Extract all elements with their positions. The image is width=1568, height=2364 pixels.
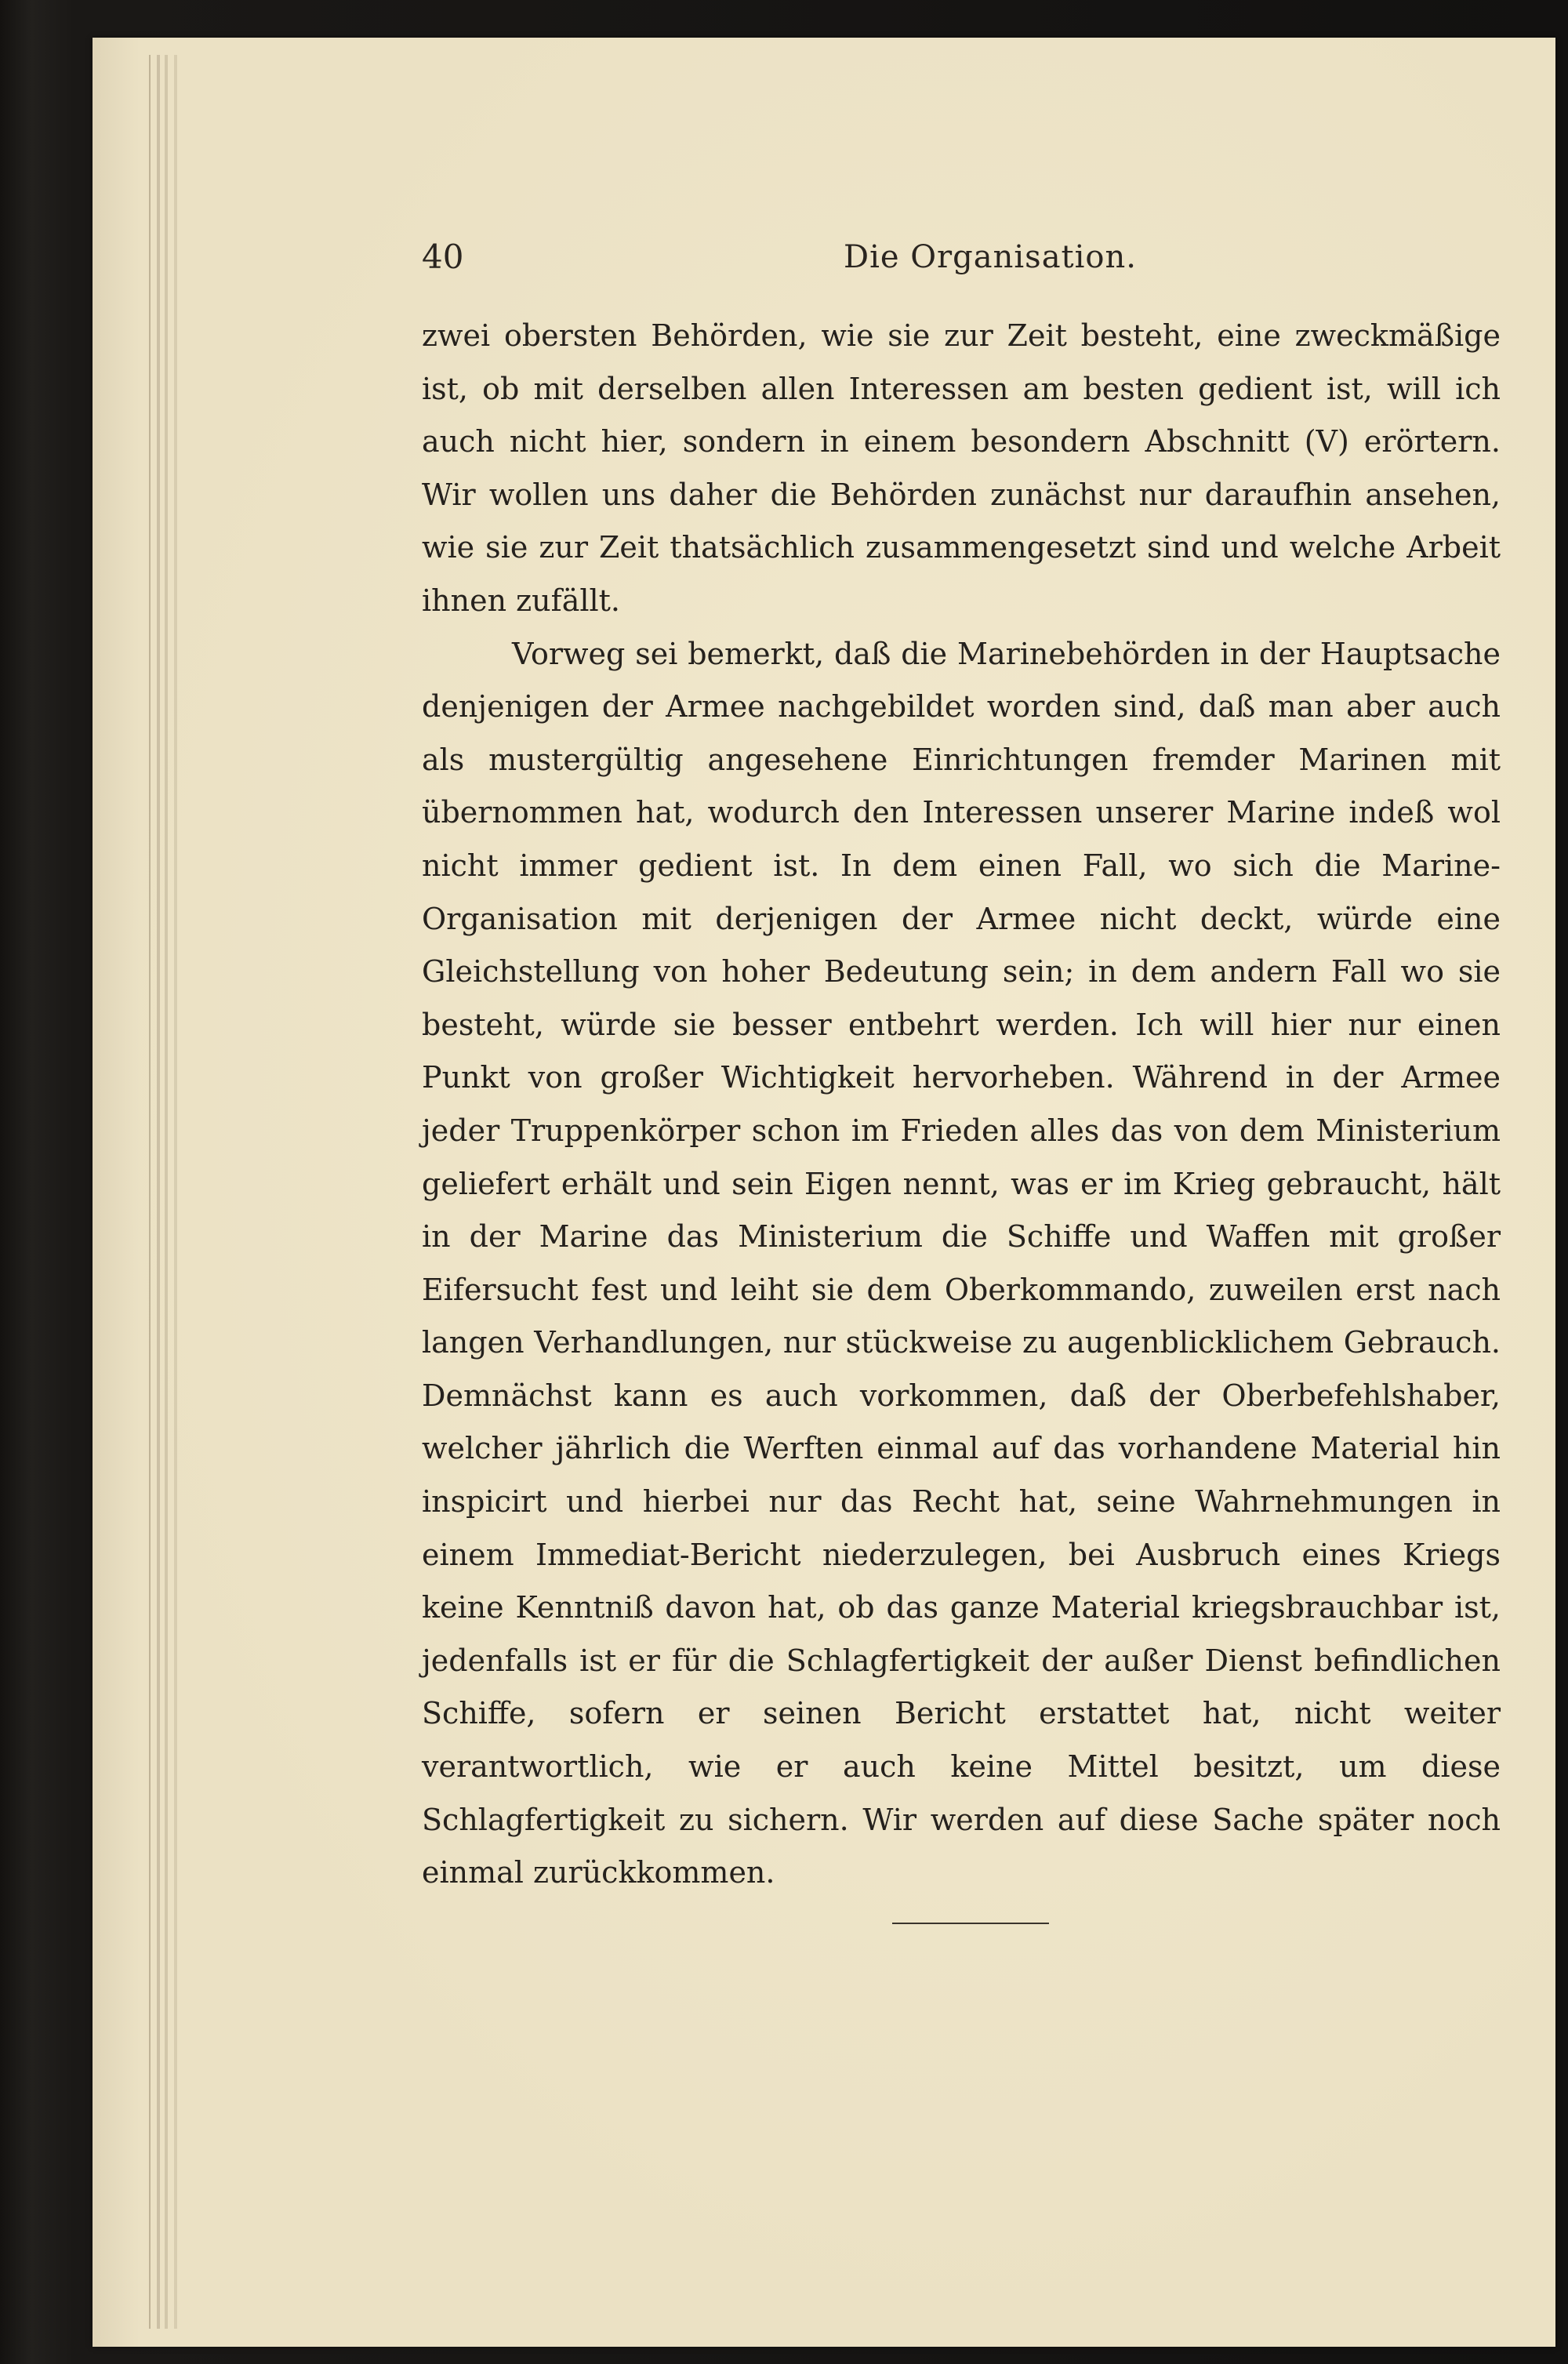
- page-edges: [149, 55, 152, 2329]
- body-text: [422, 310, 1501, 1900]
- page-number: 40: [422, 238, 464, 276]
- running-head: Die Organisation.: [844, 239, 1137, 275]
- page-header: [422, 234, 1501, 281]
- section-end-rule: [892, 1923, 1049, 1924]
- paragraph: zwei obersten Behörden, wie sie zur Zeit besteht, eine zweckmäßige ist, ob mit derselben allen Interessen am besten gedient ist, will ich auch nicht hier, sondern in einem besondern Abschnitt (V) erörtern. Wir wollen uns daher die Behörden zunächst nur daraufhin ansehen, wie sie zur Zeit thatsächlich zusammengesetzt sind und welche Arbeit ihnen zufällt.: [422, 318, 1501, 618]
- paragraph: Vorweg sei bemerkt, daß die Marinebehörden in der Hauptsache denjenigen der Armee nachgebildet worden sind, daß man aber auch als mustergültig angesehene Einrichtungen fremder Marinen mit übernommen hat, wodurch den Interessen unserer Marine indeß wol nicht immer gedient ist. In dem einen Fall, wo sich die Marine-Organisation mit derjenigen der Armee nicht deckt, würde eine Gleichstellung von hoher Bedeutung sein; in dem andern Fall wo sie besteht, würde sie besser entbehrt werden. Ich will hier nur einen Punkt von großer Wichtigkeit hervorheben. Während in der Armee jeder Truppenkörper schon im Frieden alles das von dem Ministerium geliefert erhält und sein Eigen nennt, was er im Krieg gebraucht, hält in der Marine das Ministerium die Schiffe und Waffen mit großer Eifersucht fest und leiht sie dem Oberkommando, zuweilen erst nach langen Verhandlungen, nur stückweise zu augenblicklichem Gebrauch. Demnächst kann es auch vorkommen, daß der Oberbefehlshaber, welcher jährlich die Werften einmal auf das vorhandene Material hin inspicirt und hierbei nur das Recht hat, seine Wahrnehmungen in einem Immediat-Bericht niederzulegen, bei Ausbruch eines Kriegs keine Kenntniß davon hat, ob das ganze Material kriegsbrauchbar ist, jedenfalls ist er für die Schlagfertigkeit der außer Dienst befindlichen Schiffe, sofern er seinen Bericht erstattet hat, nicht weiter verantwortlich, wie er auch keine Mittel besitzt, um diese Schlagfertigkeit zu sichern. Wir werden auf diese Sache später noch einmal zurückkommen.: [422, 636, 1501, 1890]
